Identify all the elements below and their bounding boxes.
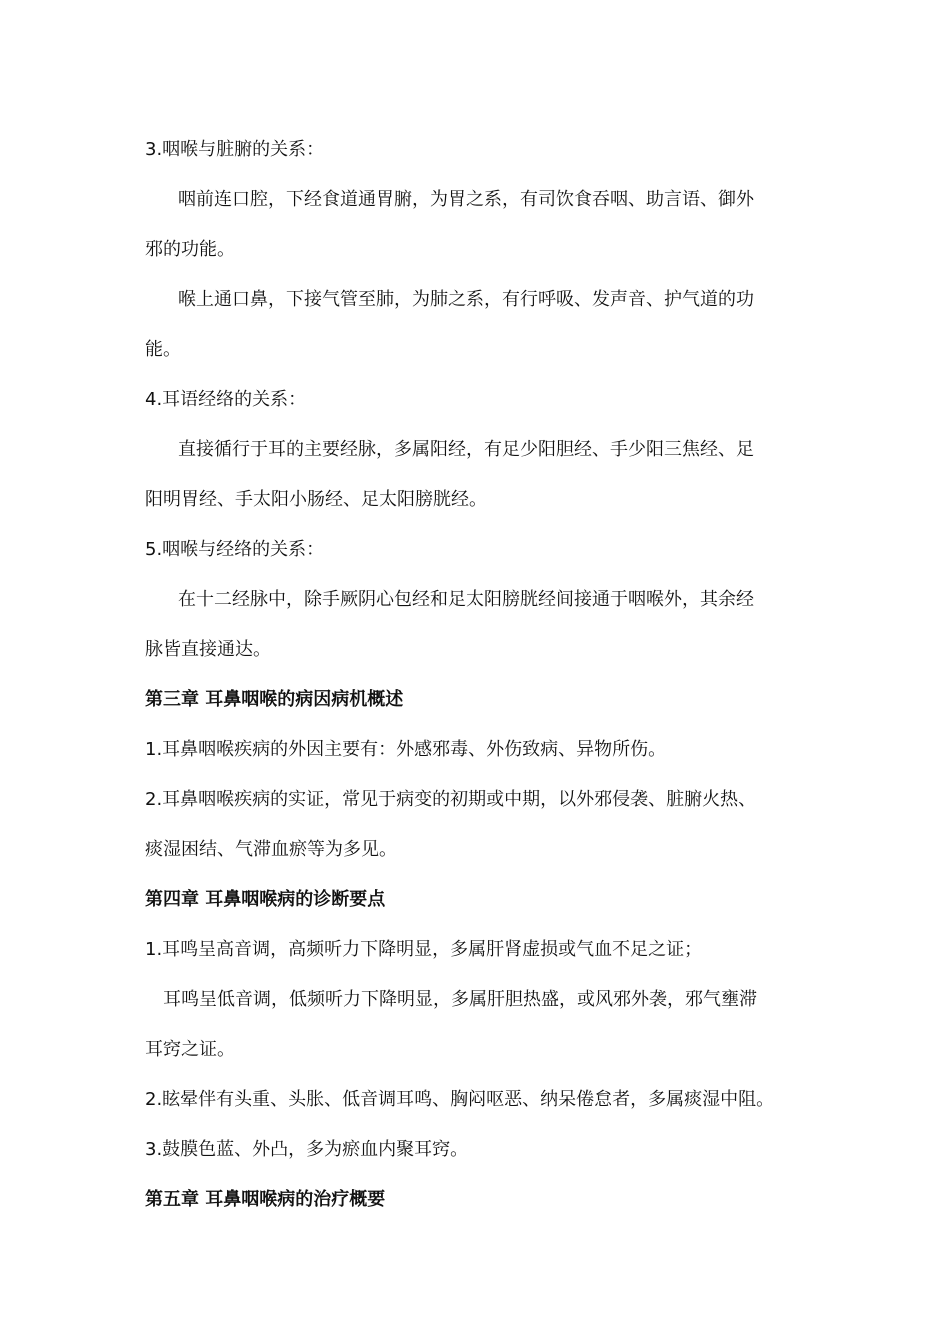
chapter-heading-3: 第三章 耳鼻咽喉的病因病机概述 xyxy=(145,689,404,710)
section-heading-5: 5.咽喉与经络的关系： xyxy=(145,539,325,560)
section-heading-4: 4.耳语经络的关系： xyxy=(145,389,307,410)
chapter-heading-4: 第四章 耳鼻咽喉病的诊断要点 xyxy=(145,889,386,910)
paragraph-line: 耳鸣呈低音调，低频听力下降明显，多属肝胆热盛，或风邪外袭，邪气壅滞 xyxy=(163,989,757,1010)
paragraph-line: 1.耳鼻咽喉疾病的外因主要有：外感邪毒、外伤致病、异物所伤。 xyxy=(145,739,667,760)
paragraph-line: 1.耳鸣呈高音调，高频听力下降明显，多属肝肾虚损或气血不足之证； xyxy=(145,939,703,960)
paragraph-line: 喉上通口鼻，下接气管至肺，为肺之系，有行呼吸、发声音、护气道的功 xyxy=(178,289,754,310)
paragraph-line: 痰湿困结、气滞血瘀等为多见。 xyxy=(145,839,397,860)
paragraph-line: 能。 xyxy=(145,339,181,360)
paragraph-line: 直接循行于耳的主要经脉，多属阳经，有足少阳胆经、手少阳三焦经、足 xyxy=(178,439,754,460)
paragraph-line: 咽前连口腔，下经食道通胃腑，为胃之系，有司饮食吞咽、助言语、御外 xyxy=(178,189,754,210)
section-heading-3: 3.咽喉与脏腑的关系： xyxy=(145,139,325,160)
paragraph-line: 2.耳鼻咽喉疾病的实证，常见于病变的初期或中期，以外邪侵袭、脏腑火热、 xyxy=(145,789,757,810)
paragraph-line: 2.眩晕伴有头重、头胀、低音调耳鸣、胸闷呕恶、纳呆倦怠者，多属痰湿中阻。 xyxy=(145,1089,775,1110)
chapter-heading-5: 第五章 耳鼻咽喉病的治疗概要 xyxy=(145,1189,386,1210)
paragraph-line: 脉皆直接通达。 xyxy=(145,639,271,660)
paragraph-line: 耳窍之证。 xyxy=(145,1039,235,1060)
paragraph-line: 阳明胃经、手太阳小肠经、足太阳膀胱经。 xyxy=(145,489,487,510)
paragraph-line: 邪的功能。 xyxy=(145,239,235,260)
paragraph-line: 3.鼓膜色蓝、外凸，多为瘀血内聚耳窍。 xyxy=(145,1139,469,1160)
paragraph-line: 在十二经脉中，除手厥阴心包经和足太阳膀胱经间接通于咽喉外，其余经 xyxy=(178,589,754,610)
